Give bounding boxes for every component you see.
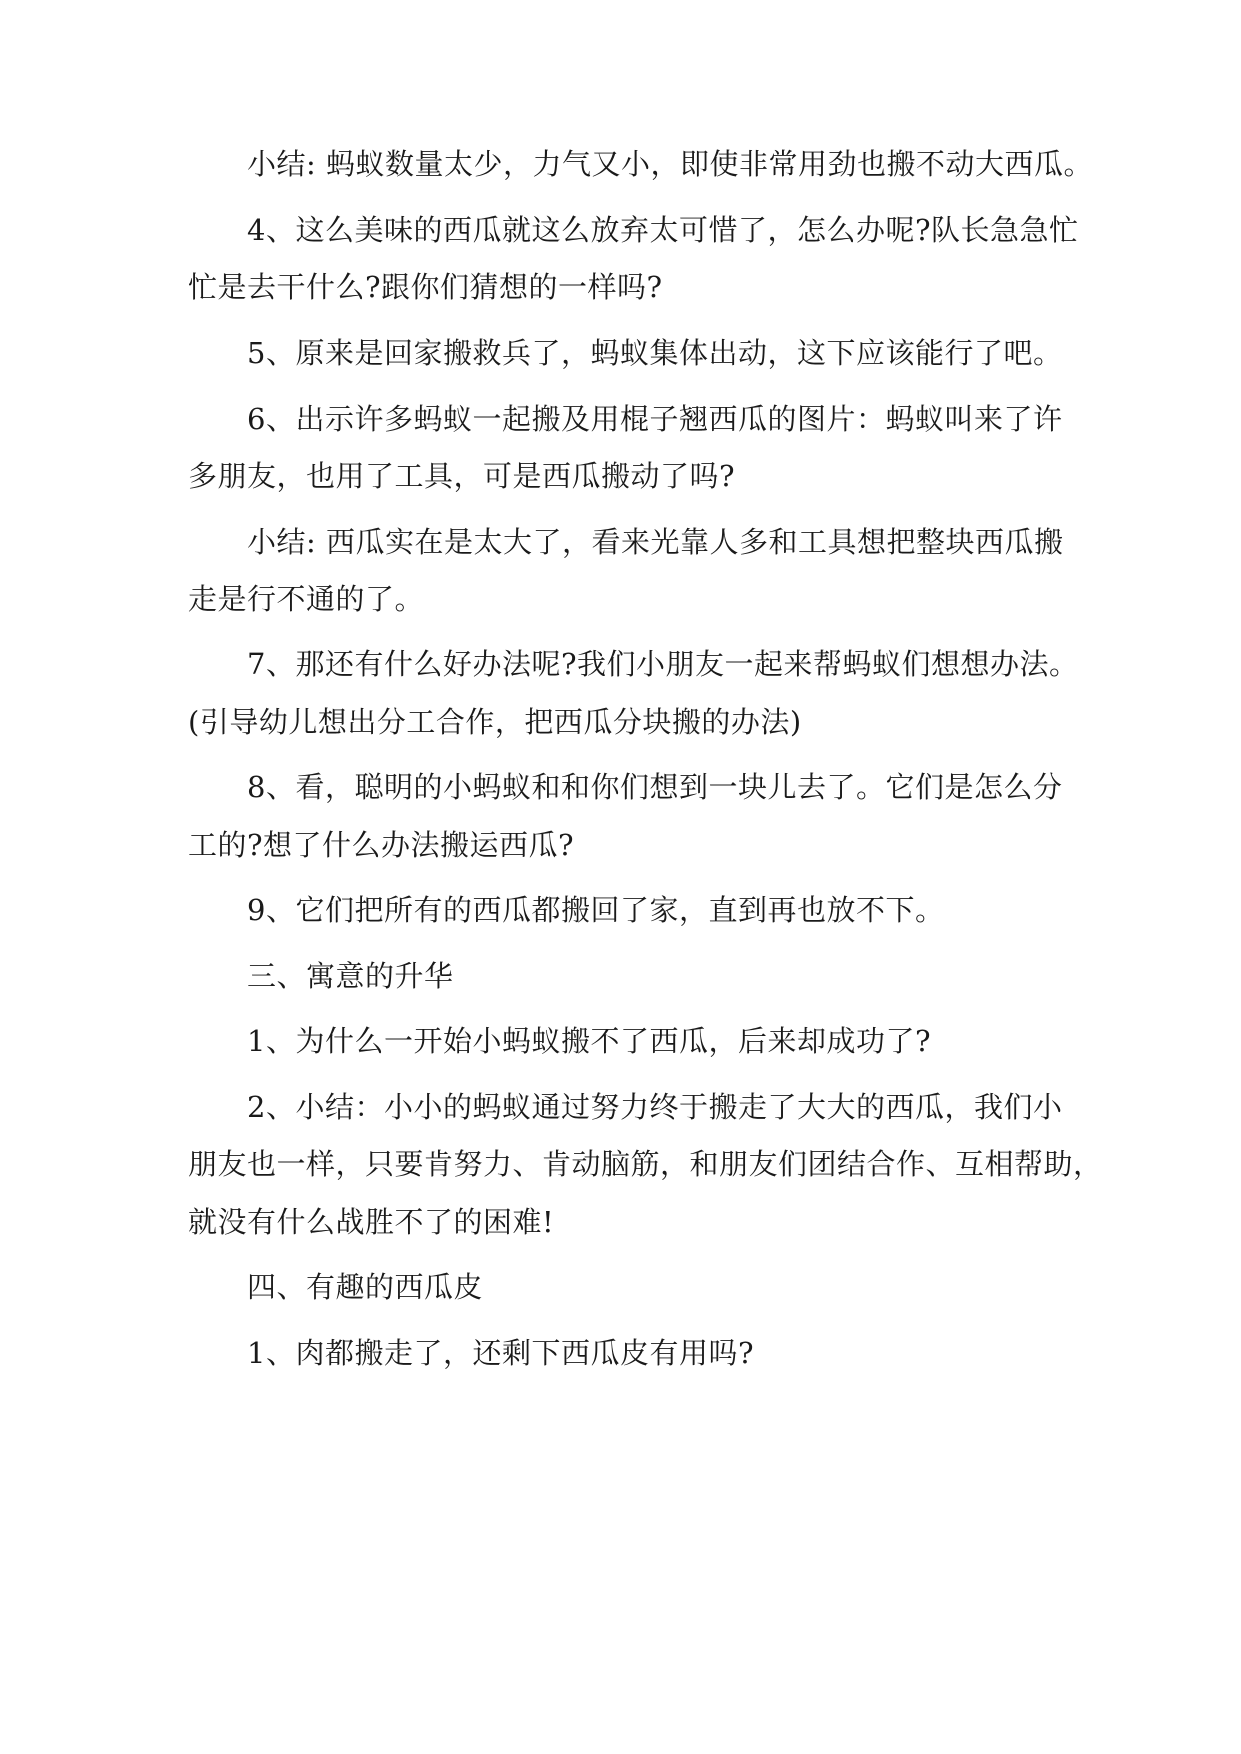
paragraph-line: 走是行不通的了。 <box>188 582 425 616</box>
paragraph-line: 忙是去干什么?跟你们猜想的一样吗? <box>188 270 663 304</box>
paragraph-line: 1、肉都搬走了，还剩下西瓜皮有用吗? <box>247 1336 754 1370</box>
paragraph-line: (引导幼儿想出分工合作，把西瓜分块搬的办法) <box>188 705 802 739</box>
paragraph-line: 小结: 蚂蚁数量太少，力气又小，即使非常用劲也搬不动大西瓜。 <box>247 147 1093 181</box>
paragraph-line: 1、为什么一开始小蚂蚁搬不了西瓜，后来却成功了? <box>247 1024 931 1058</box>
paragraph-line: 朋友也一样，只要肯努力、肯动脑筋，和朋友们团结合作、互相帮助， <box>188 1147 1103 1181</box>
paragraph-line: 小结: 西瓜实在是太大了，看来光靠人多和工具想把整块西瓜搬 <box>247 525 1064 559</box>
paragraph-line: 工的?想了什么办法搬运西瓜? <box>188 828 575 862</box>
paragraph-line: 8、看，聪明的小蚂蚁和和你们想到一块儿去了。它们是怎么分 <box>247 770 1063 804</box>
paragraph-line: 就没有什么战胜不了的困难! <box>188 1205 555 1239</box>
paragraph-line: 7、那还有什么好办法呢?我们小朋友一起来帮蚂蚁们想想办法。 <box>247 647 1079 681</box>
paragraph-line: 多朋友，也用了工具，可是西瓜搬动了吗? <box>188 459 736 493</box>
paragraph-line: 6、出示许多蚂蚁一起搬及用棍子翘西瓜的图片：蚂蚁叫来了许 <box>247 402 1063 436</box>
section-heading: 四、有趣的西瓜皮 <box>247 1270 484 1304</box>
paragraph-line: 4、这么美味的西瓜就这么放弃太可惜了，怎么办呢?队长急急忙 <box>247 213 1079 247</box>
paragraph-line: 5、原来是回家搬救兵了，蚂蚁集体出动，这下应该能行了吧。 <box>247 336 1063 370</box>
section-heading: 三、寓意的升华 <box>247 959 454 993</box>
paragraph-line: 9、它们把所有的西瓜都搬回了家，直到再也放不下。 <box>247 893 945 927</box>
paragraph-line: 2、小结：小小的蚂蚁通过努力终于搬走了大大的西瓜，我们小 <box>247 1090 1063 1124</box>
